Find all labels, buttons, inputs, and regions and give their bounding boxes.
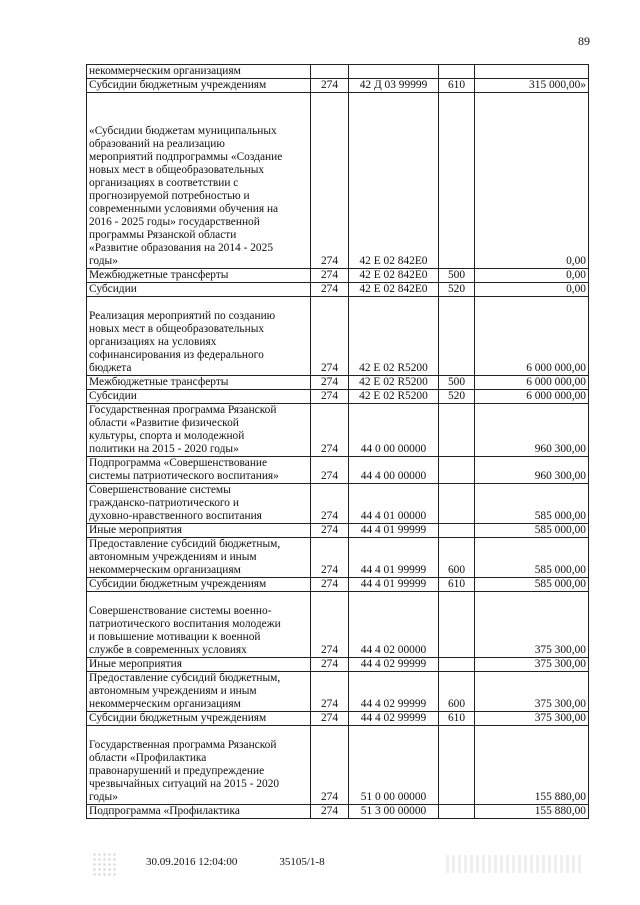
row-csr: 44 0 00 00000 (349, 404, 439, 457)
row-csr: 44 4 02 00000 (349, 592, 439, 658)
row-sum: 0,00 (475, 269, 589, 283)
row-name: Государственная программа Рязанской области «Профилактика правонарушений и предупреждение чрезвычайных ситуаций на 2015 - 2020 годы» (87, 726, 311, 805)
table-row (87, 390, 589, 404)
row-sum: 6 000 000,00 (475, 297, 589, 376)
row-vr (439, 93, 475, 269)
row-name: «Субсидии бюджетам муниципальных образований на реализацию мероприятий подпрограммы «Создание новых мест в общеобразовательных организациях в соответствии с прогнозируемой потребностью и современными условиями обучения на 2016 - 2025 годы» государственной программы Рязанской области «Развитие образования на 2014 - 2025 годы» (87, 93, 311, 269)
row-sum: 0,00 (475, 283, 589, 297)
row-csr: 42 Е 02 842Е0 (349, 283, 439, 297)
row-ved: 274 (311, 726, 349, 805)
table-row (87, 269, 589, 283)
row-name: Субсидии бюджетным учреждениям (87, 712, 311, 726)
row-sum: 315 000,00» (475, 79, 589, 93)
row-csr: 44 4 02 99999 (349, 658, 439, 672)
table-row (87, 524, 589, 538)
row-csr: 42 Е 02 R5200 (349, 297, 439, 376)
row-name: Совершенствование системы гражданско-патриотического и духовно-нравственного воспитания (87, 484, 311, 524)
table-row (87, 297, 589, 376)
row-name: Субсидии (87, 390, 311, 404)
page-number: 89 (578, 34, 590, 48)
row-vr: 600 (439, 538, 475, 578)
row-csr: 51 3 00 00000 (349, 805, 439, 819)
table-row (87, 65, 589, 79)
row-ved: 274 (311, 376, 349, 390)
row-sum: 960 300,00 (475, 457, 589, 484)
row-csr: 44 4 01 99999 (349, 524, 439, 538)
row-vr (439, 726, 475, 805)
row-name: Подпрограмма «Профилактика (87, 805, 311, 819)
row-vr (439, 524, 475, 538)
row-csr: 44 4 02 99999 (349, 712, 439, 726)
row-csr: 42 Д 03 99999 (349, 79, 439, 93)
row-sum: 0,00 (475, 93, 589, 269)
table-row (87, 376, 589, 390)
row-sum: 960 300,00 (475, 404, 589, 457)
row-vr (439, 297, 475, 376)
row-csr: 42 Е 02 842Е0 (349, 93, 439, 269)
row-name: Государственная программа Рязанской области «Развитие физической культуры, спорта и молодежной политики на 2015 - 2020 годы» (87, 404, 311, 457)
row-ved: 274 (311, 712, 349, 726)
row-name: некоммерческим организациям (87, 65, 311, 79)
table-row (87, 538, 589, 578)
table-row (87, 484, 589, 524)
row-vr: 520 (439, 390, 475, 404)
table-row (87, 672, 589, 712)
row-ved: 274 (311, 93, 349, 269)
row-sum (475, 65, 589, 79)
row-vr: 600 (439, 672, 475, 712)
row-name: Субсидии бюджетным учреждениям (87, 79, 311, 93)
row-sum: 6 000 000,00 (475, 376, 589, 390)
row-ved: 274 (311, 658, 349, 672)
footer (146, 856, 367, 868)
row-vr: 610 (439, 79, 475, 93)
table-row (87, 93, 589, 269)
scan-mark-right (446, 855, 582, 873)
row-csr: 44 4 01 99999 (349, 578, 439, 592)
row-sum: 6 000 000,00 (475, 390, 589, 404)
row-csr: 42 Е 02 R5200 (349, 390, 439, 404)
table-row (87, 578, 589, 592)
row-sum: 585 000,00 (475, 578, 589, 592)
budget-table (86, 64, 589, 819)
footer-datetime: 30.09.2016 12:04:00 (146, 856, 238, 868)
row-ved: 274 (311, 592, 349, 658)
table-row (87, 712, 589, 726)
row-vr (439, 404, 475, 457)
row-vr (439, 805, 475, 819)
row-name: Подпрограмма «Совершенствование системы патриотического воспитания» (87, 457, 311, 484)
table-row (87, 592, 589, 658)
row-vr: 500 (439, 269, 475, 283)
row-name: Предоставление субсидий бюджетным, автономным учреждениям и иным некоммерческим организациям (87, 672, 311, 712)
row-sum: 585 000,00 (475, 484, 589, 524)
scan-mark-left (92, 852, 118, 878)
table-row (87, 726, 589, 805)
row-vr (439, 592, 475, 658)
row-csr: 44 4 00 00000 (349, 457, 439, 484)
row-csr: 51 0 00 00000 (349, 726, 439, 805)
row-vr: 500 (439, 376, 475, 390)
row-name: Предоставление субсидий бюджетным, автономным учреждениям и иным некоммерческим организациям (87, 538, 311, 578)
row-csr: 44 4 02 99999 (349, 672, 439, 712)
row-vr (439, 457, 475, 484)
row-sum: 585 000,00 (475, 524, 589, 538)
row-ved (311, 65, 349, 79)
table-row (87, 805, 589, 819)
row-csr: 42 Е 02 842Е0 (349, 269, 439, 283)
row-name: Иные мероприятия (87, 524, 311, 538)
row-csr: 44 4 01 00000 (349, 484, 439, 524)
row-csr (349, 65, 439, 79)
row-sum: 375 300,00 (475, 592, 589, 658)
row-sum: 375 300,00 (475, 712, 589, 726)
row-name: Субсидии (87, 283, 311, 297)
row-ved: 274 (311, 283, 349, 297)
table-row (87, 283, 589, 297)
row-ved: 274 (311, 538, 349, 578)
row-ved: 274 (311, 672, 349, 712)
row-csr: 44 4 01 99999 (349, 538, 439, 578)
table-row (87, 658, 589, 672)
row-ved: 274 (311, 484, 349, 524)
table-row (87, 404, 589, 457)
row-name: Реализация мероприятий по созданию новых мест в общеобразовательных организациях на условиях софинансирования из федерального бюджета (87, 297, 311, 376)
row-vr (439, 484, 475, 524)
row-vr: 610 (439, 578, 475, 592)
row-ved: 274 (311, 79, 349, 93)
row-ved: 274 (311, 805, 349, 819)
table-row (87, 79, 589, 93)
footer-doc-number: 35105/1-8 (279, 856, 325, 868)
row-vr (439, 658, 475, 672)
row-name: Межбюджетные трансферты (87, 269, 311, 283)
row-ved: 274 (311, 524, 349, 538)
row-ved: 274 (311, 297, 349, 376)
row-ved: 274 (311, 578, 349, 592)
row-ved: 274 (311, 390, 349, 404)
row-sum: 375 300,00 (475, 658, 589, 672)
row-ved: 274 (311, 404, 349, 457)
row-ved: 274 (311, 457, 349, 484)
row-name: Межбюджетные трансферты (87, 376, 311, 390)
row-sum: 155 880,00 (475, 726, 589, 805)
row-sum: 155 880,00 (475, 805, 589, 819)
row-name: Совершенствование системы военно- патриотического воспитания молодежи и повышение мотивации к военной службе в современных условиях (87, 592, 311, 658)
row-csr: 42 Е 02 R5200 (349, 376, 439, 390)
row-vr: 610 (439, 712, 475, 726)
row-name: Субсидии бюджетным учреждениям (87, 578, 311, 592)
row-vr (439, 65, 475, 79)
row-sum: 375 300,00 (475, 672, 589, 712)
row-vr: 520 (439, 283, 475, 297)
table-row (87, 457, 589, 484)
row-sum: 585 000,00 (475, 538, 589, 578)
row-name: Иные мероприятия (87, 658, 311, 672)
row-ved: 274 (311, 269, 349, 283)
budget-table-body (87, 65, 589, 819)
